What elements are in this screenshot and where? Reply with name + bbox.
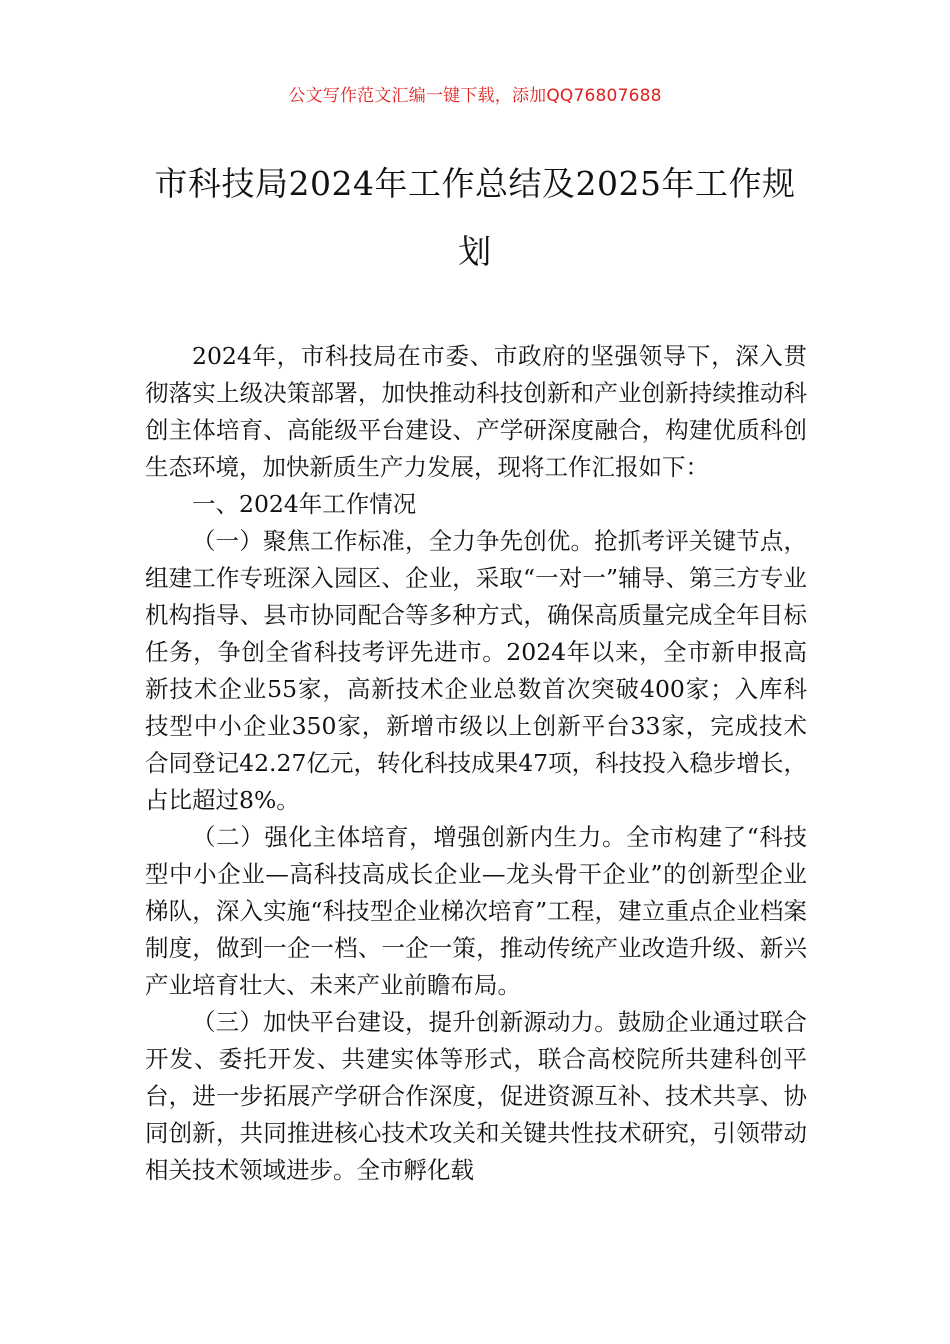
document-title: 市科技局2024年工作总结及2025年工作规划 — [154, 164, 796, 271]
download-link[interactable]: 公文写作范文汇编一键下载，添加QQ76807688 — [288, 86, 662, 106]
body-paragraph: （二）强化主体培育，增强创新内生力。全市构建了“科技型中小企业—高科技高成长企业—龙头骨干企业”的创新型企业梯队，深入实施“科技型企业梯次培育”工程，建立重点企业档案制度，做到一企一档、一企一策，推动传统产业改造升级、新兴产业培育壮大、未来产业前瞻布局。 — [145, 823, 807, 999]
section-heading: 一、2024年工作情况 — [192, 490, 417, 518]
body-paragraph: （三）加快平台建设，提升创新源动力。鼓励企业通过联合开发、委托开发、共建实体等形式，联合高校院所共建科创平台，进一步拓展产学研合作深度，促进资源互补、技术共享、协同创新，共同推进核心技术攻关和关键共性技术研究，引领带动相关技术领域进步。全市孵化载 — [145, 1008, 807, 1184]
download-banner — [0, 84, 950, 108]
body-paragraph: （一）聚焦工作标准，全力争先创优。抢抓考评关键节点，组建工作专班深入园区、企业，采取“一对一”辅导、第三方专业机构指导、县市协同配合等多种方式，确保高质量完成全年目标任务，争创全省科技考评先进市。2024年以来，全市新申报高新技术企业55家，高新技术企业总数首次突破400家；入库科技型中小企业350家，新增市级以上创新平台33家，完成技术合同登记42.27亿元，转化科技成果47项，科技投入稳步增长，占比超过8%。 — [145, 527, 807, 814]
document-body — [145, 338, 807, 1189]
intro-paragraph: 2024年，市科技局在市委、市政府的坚强领导下，深入贯彻落实上级决策部署，加快推动科技创新和产业创新持续推动科创主体培育、高能级平台建设、产学研深度融合，构建优质科创生态环境，加快新质生产力发展，现将工作汇报如下： — [145, 342, 807, 481]
